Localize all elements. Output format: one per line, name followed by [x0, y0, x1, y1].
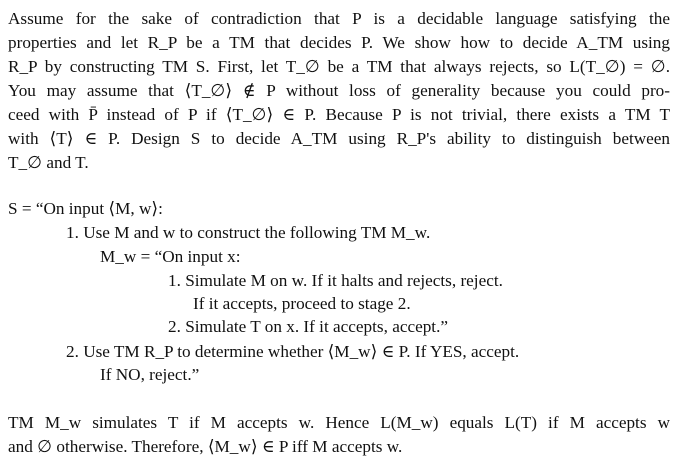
para1-line2: properties and let R_P be a TM that decides P. We show how to decide A_TM using	[8, 33, 670, 52]
algorithm-step1: 1. Use M and w to construct the following TM M_w.	[66, 223, 431, 242]
para1-line4: You may assume that ⟨T_∅⟩ ∉ P without loss of generality because you could pro-	[8, 81, 670, 100]
para1-line7: T_∅ and T.	[8, 153, 89, 172]
algorithm-step2b: If NO, reject.”	[100, 365, 200, 384]
sub-step2: 2. Simulate T on x. If it accepts, accept.”	[168, 317, 449, 336]
para1-line3: R_P by constructing TM S. First, let T_∅ be a TM that always rejects, so L(T_∅) = ∅.	[8, 57, 670, 76]
algorithm-step2a: 2. Use TM R_P to determine whether ⟨M_w⟩ ∈ P. If YES, accept.	[66, 342, 520, 361]
algorithm-header: S = “On input ⟨M, w⟩:	[8, 199, 163, 218]
para1-line5: ceed with P̄ instead of P if ⟨T_∅⟩ ∈ P. Because P is not trivial, there exists a TM T	[8, 105, 670, 124]
sub-step1a: 1. Simulate M on w. If it halts and rejects, reject.	[168, 271, 503, 290]
para2-line2: and ∅ otherwise. Therefore, ⟨M_w⟩ ∈ P iff M accepts w.	[8, 437, 403, 456]
para2-line1: TM M_w simulates T if M accepts w. Hence L(M_w) equals L(T) if M accepts w	[8, 413, 670, 432]
para1-line1: Assume for the sake of contradiction that P is a decidable language satisfying the	[8, 9, 670, 28]
mw-header: M_w = “On input x:	[100, 247, 241, 266]
para1-line6: with ⟨T⟩ ∈ P. Design S to decide A_TM using R_P's ability to distinguish between	[8, 129, 670, 148]
sub-step1b: If it accepts, proceed to stage 2.	[193, 294, 411, 313]
